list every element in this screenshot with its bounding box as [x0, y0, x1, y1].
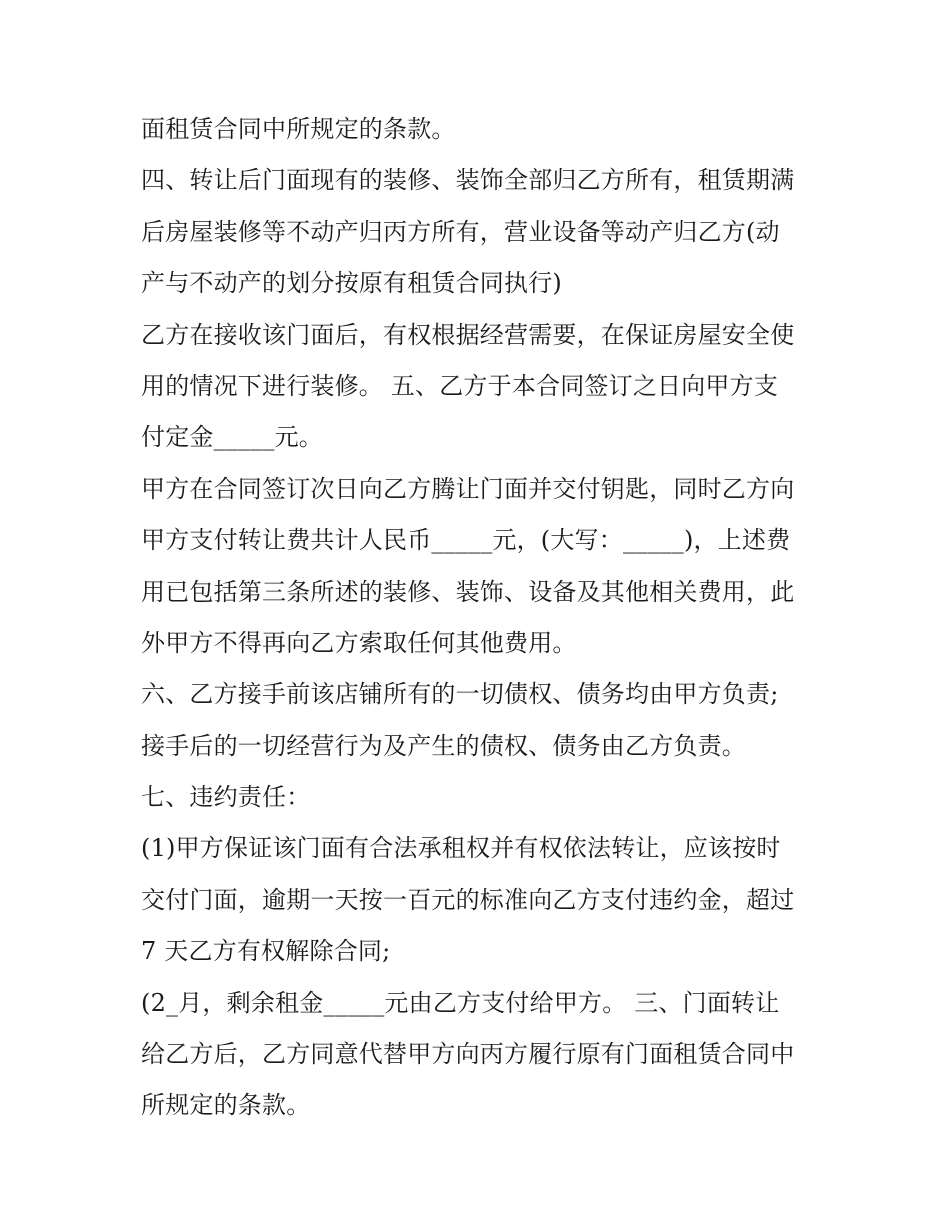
text-line: 7 天乙方有权解除合同; [141, 937, 391, 966]
text-line: 乙方在接收该门面后，有权根据经营需要，在保证房屋安全使 [141, 320, 795, 349]
text-line: 面租赁合同中所规定的条款。 [141, 115, 456, 143]
text-line: 甲方在合同签订次日向乙方腾让门面并交付钥匙，同时乙方向 [141, 474, 795, 503]
text-line: (2_月，剩余租金_____元由乙方支付给甲方。 三、门面转让 [141, 988, 780, 1017]
contract-text [141, 104, 821, 1132]
text-line: 六、乙方接手前该店铺所有的一切债权、债务均由甲方负责; [141, 680, 779, 709]
text-line: 七、违约责任： [141, 783, 311, 812]
text-line: 所规定的条款。 [141, 1091, 311, 1120]
text-line: 给乙方后，乙方同意代替甲方向丙方履行原有门面租赁合同中 [141, 1040, 795, 1069]
text-line: 外甲方不得再向乙方索取任何其他费用。 [141, 628, 577, 657]
text-line: 后房屋装修等不动产归丙方所有，营业设备等动产归乙方(动 [141, 217, 780, 246]
text-line: 产与不动产的划分按原有租赁合同执行) [141, 269, 562, 298]
text-line: 甲方支付转让费共计人民币_____元，(大写：_____)，上述费 [141, 526, 791, 555]
text-line: 用已包括第三条所述的装修、装饰、设备及其他相关费用，此 [141, 577, 795, 606]
text-line: 接手后的一切经营行为及产生的债权、债务由乙方负责。 [141, 731, 746, 760]
text-line: 用的情况下进行装修。 五、乙方于本合同签订之日向甲方支 [141, 371, 779, 400]
text-line: (1)甲方保证该门面有合法承租权并有权依法转让，应该按时 [141, 834, 781, 863]
text-line: 四、转让后门面现有的装修、装饰全部归乙方所有，租赁期满 [141, 166, 795, 195]
text-line: 付定金_____元。 [141, 423, 323, 452]
text-line: 交付门面，逾期一天按一百元的标准向乙方支付违约金，超过 [141, 885, 795, 914]
